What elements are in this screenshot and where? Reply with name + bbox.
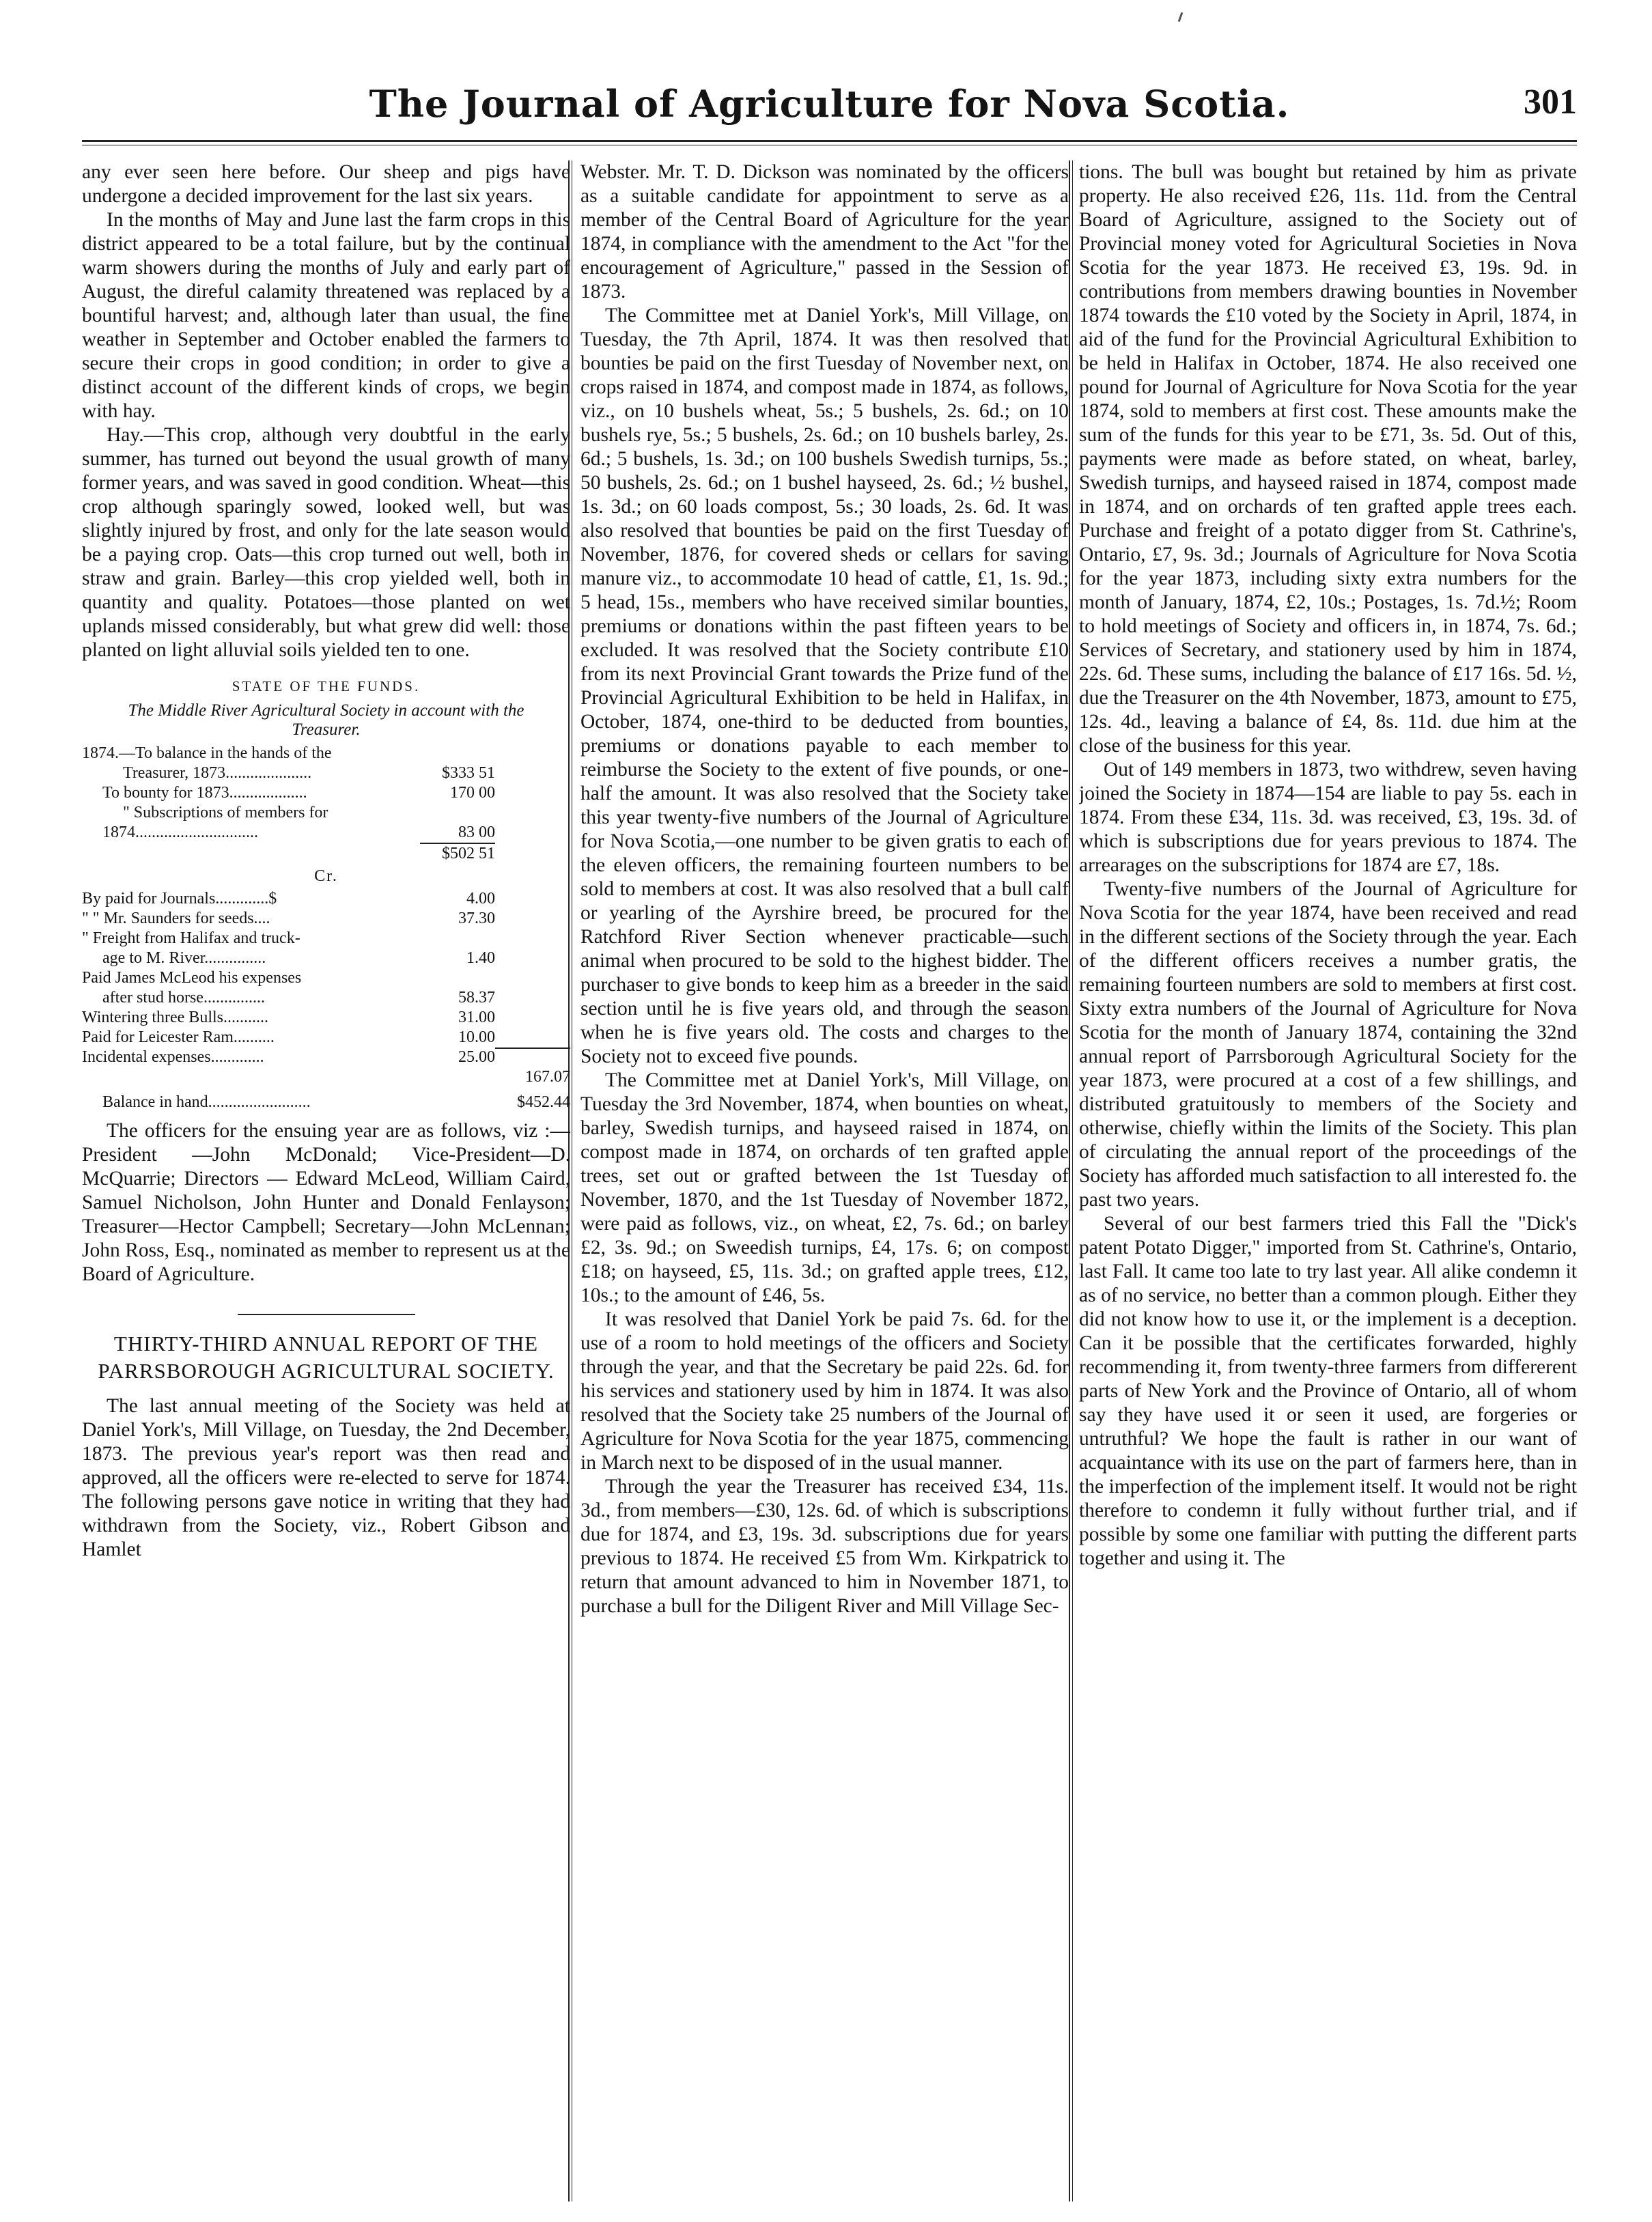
account-row [82,823,570,843]
column-divider [1069,160,1073,2202]
account-desc: " Subscriptions of members for [123,804,328,821]
paragraph: any ever seen here before. Our sheep and pigs have undergone a decided improvement for the last six years. [82,161,570,207]
account-desc: " Freight from Halifax and truck- [82,929,300,947]
debit-total: $502 51 [442,845,495,862]
account-row [82,1047,570,1067]
account-desc: Paid for Leicester Ram.......... [82,1028,275,1046]
account-desc: after stud horse............... [102,989,265,1007]
paragraph: Out of 149 members in 1873, two withdrew, seven having joined the Society in 1874—154 are liable to pay 5s. each in 1874. From these £34, 11s. 3d. was received, £3, 19s. 3d. of which is subscriptions due for years previous to 1874. The arrearages on the subscriptions for 1874 are £7, 18s. [1079,759,1577,876]
account-amount: 58.37 [458,989,495,1007]
account-row [82,1008,570,1028]
paragraph: Twenty-five numbers of the Journal of Agriculture for Nova Scotia for the year 1874, have been received and read in the different sections of the Society through the year. Each of the different officers receives a number gratis, the remaining fourteen numbers are sold to members at first cost. Sixty extra numbers of the Journal of Agriculture for Nova Scotia for the month of January 1874, containing the 32nd annual report of Parrsborough Agricultural Society for the year 1873, were procured at a cost of a few shillings, and distributed gratuitously to members of the Society and otherwise, chiefly within the limits of the Society. This plan of circulating the annual report of the proceedings of the Society has afforded much satisfaction to all interested fo. the past two years. [1079,878,1577,1211]
account-row [82,1028,570,1047]
account-amount: 83 00 [458,824,495,841]
account-amount: 1.40 [466,949,495,967]
section-divider [238,1314,415,1315]
account-amount: $333 51 [442,764,495,782]
account-desc: Incidental expenses............. [82,1048,264,1066]
account-total-row [82,1067,570,1087]
account-amount [420,929,495,948]
account-row [82,948,570,968]
account-amount [420,803,495,823]
account-row [82,909,570,929]
account-row [82,744,570,763]
paragraph: Webster. Mr. T. D. Dickson was nominated by the officers as a suitable candidate for appointment to serve as a member of the Central Board of Agriculture for the year 1874, in compliance with the amendment to the Act "for the encouragement of Agriculture," passed in the Session of 1873. [580,161,1069,303]
account-row [82,929,570,948]
account-amount: 4.00 [466,890,495,908]
account-row [82,988,570,1008]
paragraph: Hay.—This crop, although very doubtful in the early summer, has turned out beyond the usual growth of many former years, and was saved in good condition. Wheat—this crop although sparingly sowed, looked well, but was slightly injured by frost, and only for the late season would be a paying crop. Oats—this crop turned out well, both in straw and grain. Barley—this crop yielded well, both in quantity and quality. Potatoes—those planted on wet uplands missed considerably, but what grew did well: those planted on light alluvial soils yielded ten to one. [82,424,570,661]
account-row [82,763,570,783]
paragraph: Through the year the Treasurer has received £34, 11s. 3d., from members—£30, 12s. 6d. of which is subscriptions due for 1874, and £3, 19s. 3d. subscriptions due for years previous to 1874. He received £5 from Wm. Kirkpatrick to return that amount advanced to him in November 1871, to purchase a bull for the Diligent River and Mill Village Sec- [580,1476,1069,1617]
account-desc: Paid James McLeod his expenses [82,969,302,987]
column-3 [1079,160,1577,2202]
account-row [82,803,570,823]
account-desc: To bounty for 1873................... [102,784,307,802]
account-row [82,889,570,909]
column-1 [82,160,570,2202]
account-row [82,783,570,803]
account-desc: 1874.............................. [102,824,258,841]
account-desc: " " Mr. Saunders for seeds.... [82,910,270,927]
account-amount: 170 00 [450,784,495,802]
paragraph: Several of our best farmers tried this Fall the "Dick's patent Potato Digger," imported from St. Cathrine's, Ontario, last Fall. It came too late to try last year. All alike condemn it as of no service, no better than a common plough. Either they did not know how to use it, or the implement is a deception. Can it be possible that the certificates forwarded, highly recommending it, from twenty-three farmers from differerent parts of New York and the Province of Ontario, all of whom say they have used it or seen it used, are forgeries or untruthful? We hope the fault is rather in our want of acquaintance with its use on the part of farmers here, than in the imperfection of the implement itself. It would not be right therefore to condemn it fully without further trial, and if possible by some one familiar with putting the different parts together and using it. The [1079,1213,1577,1569]
account-amount: 10.00 [458,1028,495,1046]
statement-subtitle: The Middle River Agricultural Society in account with the Treasurer. [128,701,524,739]
account-amount: 31.00 [458,1009,495,1026]
balance-amount: $452.44 [517,1093,570,1111]
paragraph: In the months of May and June last the farm crops in this district appeared to be a total failure, but by the continual warm showers during the months of July and early part of August, the direful calamity threatened was replaced by a bountiful harvest; and, although later than usual, the fine weather in September and October enabled the farmers to secure their crops in good condition; in order to give a distinct account of the different kinds of crops, we begin with hay. [82,209,570,422]
account-desc: Wintering three Bulls........... [82,1009,268,1026]
balance-label: Balance in hand......................... [102,1093,311,1111]
paragraph: The officers for the ensuing year are as follows, viz :—President —John McDonald; Vice-President—D. McQuarrie; Directors — Edward McLeod, William Caird, Samuel Nicholson, John Hunter and Donald Fenlayson; Treasurer—Hector Campbell; Secretary—John McLennan; John Ross, Esq., nominated as member to represent us at the Board of Agriculture. [82,1120,570,1285]
header-rule [82,140,1577,145]
account-amount: 37.30 [458,910,495,927]
account-table [82,744,570,1112]
page-header [82,82,1577,130]
account-desc: 1874.—To balance in the hands of the [82,744,332,762]
account-desc: age to M. River............... [102,949,266,967]
journal-title: The Journal of Agriculture for Nova Scotia. [369,82,1290,126]
paragraph: It was resolved that Daniel York be paid 7s. 6d. for the use of a room to hold meetings of the officers and Society through the year, and that the Secretary be paid 22s. 6d. for his services and stationery used by him in 1874. It was also resolved that the Society take 25 numbers of the Journal of Agriculture for Nova Scotia for the year 1875, commencing in March next to be disposed of in the usual manner. [580,1308,1069,1474]
account-desc: Treasurer, 1873..................... [123,764,312,782]
credit-total: 167.07 [525,1068,570,1086]
account-amount [420,968,495,988]
account-desc: By paid for Journals.............$ [82,890,277,908]
paragraph: The last annual meeting of the Society was held at Daniel York's, Mill Village, on Tuesday, the 2nd December, 1873. The previous year's report was then read and approved, all the officers were re-elected to serve for 1874. The following persons gave notice in writing that they had withdrawn from the Society, viz., Robert Gibson and Hamlet [82,1395,570,1560]
statement-title: STATE OF THE FUNDS. [232,678,421,694]
balance-row [82,1093,570,1112]
column-2 [580,160,1069,2202]
stray-mark [1178,12,1184,22]
page-number: 301 [1524,83,1577,122]
paragraph: The Committee met at Daniel York's, Mill Village, on Tuesday, the 7th April, 1874. It was then resolved that bounties be paid on the first Tuesday of November next, on crops raised in 1874, and compost made in 1874, as follows, viz., on 10 bushels wheat, 5s.; 5 bushels, 2s. 6d.; on 10 bushels rye, 5s.; 5 bushels, 2s. 6d.; on 10 bushels barley, 2s. 6d.; 5 bushels, 1s. 3d.; on 100 bushels Swedish turnips, 5s.; 50 bushels, 2s. 6d.; on 1 bushel hayseed, 2s. 6d.; ½ bushel, 1s. 3d.; on 60 loads compost, 5s.; 30 loads, 2s. 6d. It was also resolved that bounties be paid on the first Tuesday of November, 1876, for covered sheds or cellars for saving manure viz., to accommodate 10 head of cattle, £1, 1s. 9d.; 5 head, 15s., members who have received similar bounties, premiums or donations within the past fifteen years to be excluded. It was resolved that the Society contribute £10 from its next Provincial Grant towards the Prize fund of the Provincial Agricultural Exhibition to be held in Halifax, in October, 1874, one-third to be deducted from bounties, premiums or donations payable to each member to reimburse the Society to the extent of five pounds, or one-half the amount. It was also resolved that the Society take this year twenty-five numbers of the Journal of Agriculture for Nova Scotia,—one number to be given gratis to each of the eleven officers, the remaining fourteen numbers to be sold to members at cost. It was also resolved that a bull calf or yearling of the Ayrshire breed, be procured for the Ratchford River Section whenever practicable—such animal when procured to be sold to the highest bidder. The purchaser to give bonds to keep him as a breeder in the said section until he is five years old, and through the season when he is five years old. The costs and charges to the Society not to exceed five pounds. [580,305,1069,1067]
account-total-row [82,844,570,864]
paragraph: The Committee met at Daniel York's, Mill Village, on Tuesday the 3rd November, 1874, when bounties on wheat, barley, Swedish turnips, and hayseed raised in 1874, on compost made in 1874, on orchards of ten grafted apple trees, set out or grafted between the 1st Tuesday of November, 1870, and the 1st Tuesday of November 1872, were paid as follows, viz., on wheat, £2, 7s. 6d.; on barley £2, 3s. 9d.; on Sweedish turnips, £4, 17s. 6; on compost £18; on hayseed, £5, 11s. 3d.; on grafted apple trees, £12, 10s.; to the amount of £46, 5s. [580,1069,1069,1306]
account-row [82,968,570,988]
paragraph: tions. The bull was bought but retained by him as private property. He also received £26, 11s. 11d. from the Central Board of Agriculture, assigned to the Society out of Provincial money voted for Agricultural Societies in Nova Scotia for the year 1873. He received £3, 19s. 9d. in contributions from members drawing bounties in November 1874 towards the £10 voted by the Society in April, 1874, in aid of the fund for the Provincial Agricultural Exhibition to be held in Halifax in October, 1874. He also received one pound for Journal of Agriculture for Nova Scotia for the year 1874, sold to members at first cost. These amounts make the sum of the funds for this year to be £71, 3s. 5d. Out of this, payments were made as before stated, on wheat, barley, Swedish turnips, and hayseed raised in 1874, compost made in 1874, and on orchards of ten grafted apple trees each. Purchase and freight of a potato digger from St. Cathrine's, Ontario, £7, 9s. 3d.; Journals of Agriculture for Nova Scotia for the year 1873, including sixty extra numbers for the month of January, 1874, £2, 10s.; Postages, 1s. 7d.½; Room to hold meetings of Society and officers in, in 1874, 7s. 6d.; Services of Secretary, and stationery used by him in 1874, 22s. 6d. These sums, including the balance of £17 16s. 5d. ½, due the Treasurer on the 4th November, 1873, amount to £75, 12s. 4d., leaving a balance of £4, 8s. 11d. due him at the close of the business for this year. [1079,161,1577,757]
account-amount [420,744,495,763]
account-amount: 25.00 [458,1048,495,1066]
credit-label: Cr. [314,867,338,885]
section-heading: THIRTY-THIRD ANNUAL REPORT OF THE PARRSBOROUGH AGRICULTURAL SOCIETY. [98,1332,555,1383]
